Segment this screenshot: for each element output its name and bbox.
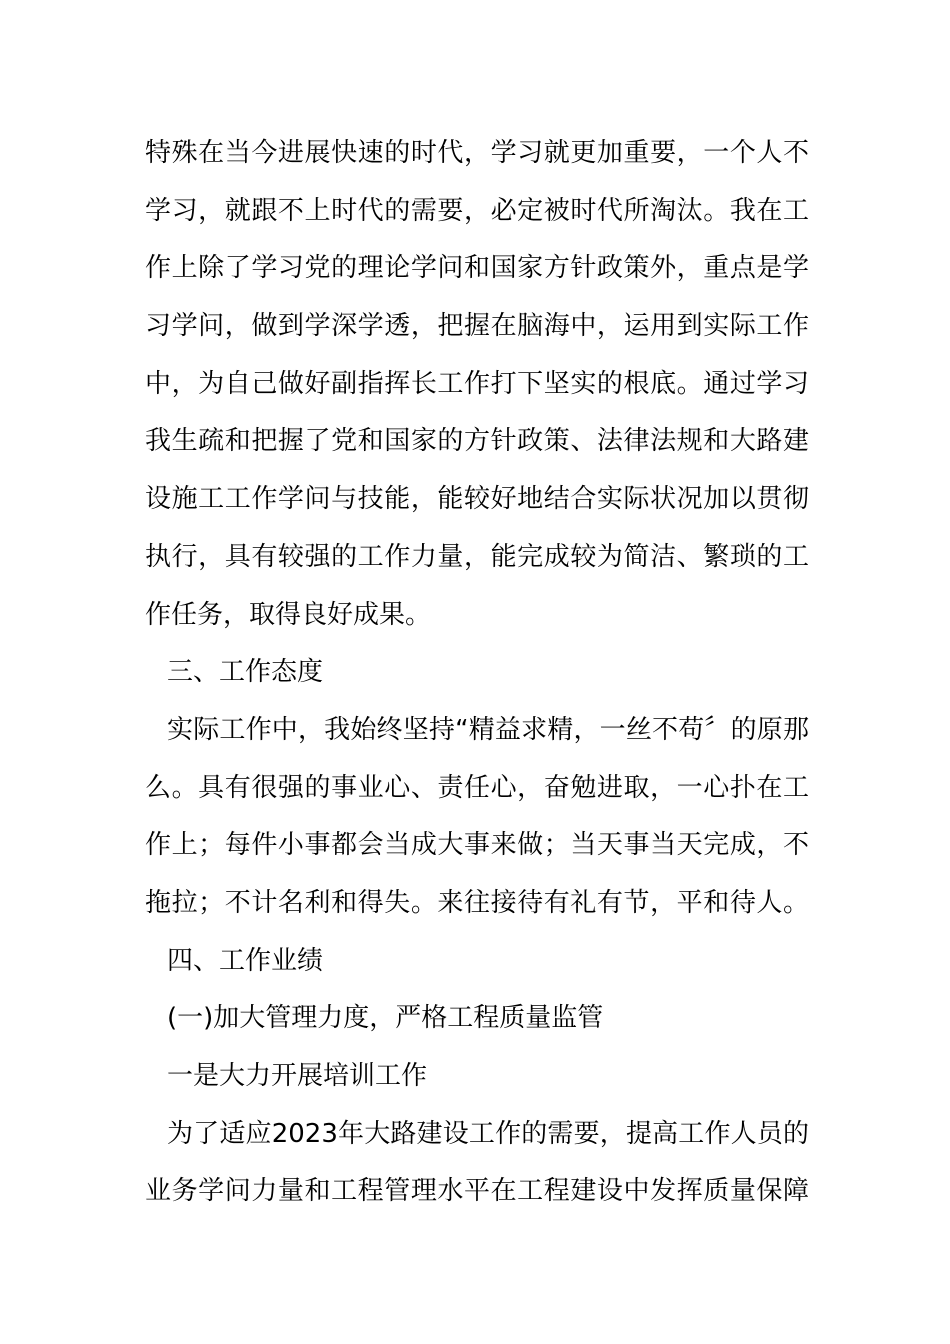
- paragraph-line: 为了适应2023年大路建设工作的需要，提高工作人员的: [167, 1118, 809, 1149]
- paragraph-line: 学习，就跟不上时代的需要，必定被时代所淘汰。我在工: [145, 195, 809, 226]
- section-heading: 四、工作业绩: [167, 945, 324, 976]
- paragraph-line: 设施工工作学问与技能，能较好地结合实际状况加以贯彻: [145, 484, 809, 515]
- paragraph-line: 特殊在当今进展快速的时代，学习就更加重要，一个人不: [145, 138, 809, 168]
- subsection-heading: 一是大力开展培训工作: [167, 1061, 428, 1091]
- paragraph-line: 拖拉；不计名利和得失。来往接待有礼有节，平和待人。: [145, 887, 809, 918]
- paragraph-line: 么。具有很强的事业心、责任心，奋勉进取，一心扑在工: [145, 772, 809, 803]
- paragraph-line: 业务学问力量和工程管理水平在工程建设中发挥质量保障: [145, 1176, 809, 1207]
- paragraph-line: 习学问，做到学深学透，把握在脑海中，运用到实际工作: [145, 311, 809, 342]
- paragraph-line: 作上；每件小事都会当成大事来做；当天事当天完成，不: [145, 830, 809, 861]
- paragraph-line: 执行，具有较强的工作力量，能完成较为简洁、繁琐的工: [145, 541, 809, 572]
- document-body: [145, 125, 809, 1221]
- paragraph-line: 中，为自己做好副指挥长工作打下坚实的根底。通过学习: [145, 368, 809, 399]
- paragraph-line: 作上除了学习党的理论学问和国家方针政策外，重点是学: [145, 253, 809, 284]
- paragraph-line: 我生疏和把握了党和国家的方针政策、法律法规和大路建: [145, 426, 809, 457]
- paragraph-line: 实际工作中，我始终坚持“精益求精，一丝不苟〞的原那: [167, 714, 809, 745]
- paragraph-line: 作任务，取得良好成果。: [145, 599, 432, 630]
- section-heading: 三、工作态度: [167, 657, 324, 688]
- subsection-heading: (一)加大管理力度，严格工程质量监管: [167, 1003, 604, 1034]
